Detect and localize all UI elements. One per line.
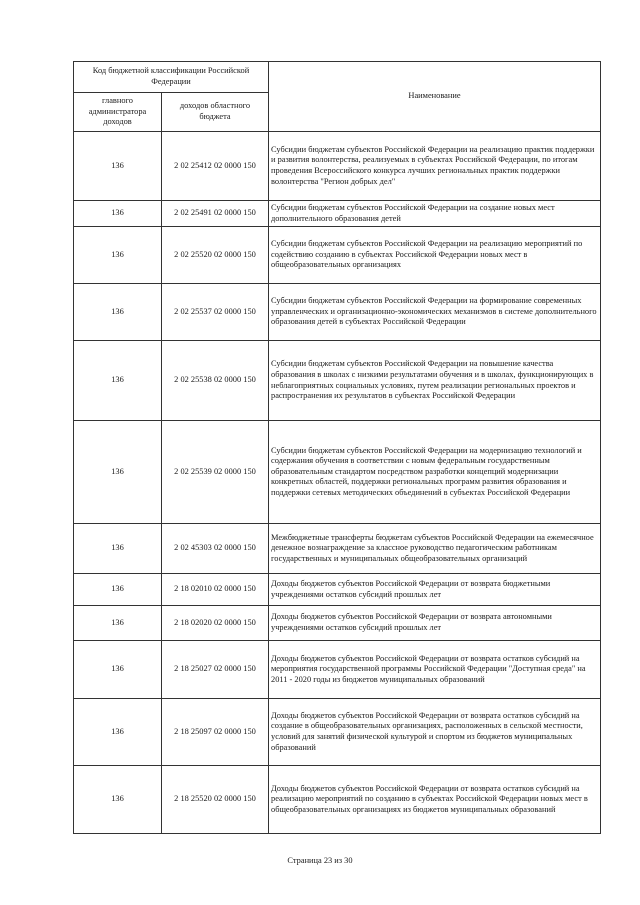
admin-code: 136 [74, 421, 162, 524]
table-row [74, 421, 601, 524]
income-name: Доходы бюджетов субъектов Российской Федерации от возврата остатков субсидий на мероприятия государственной программы Российской Федерации "Доступная среда" на 2011 - 2020 годы из бюджетов муниципальных образований [269, 641, 601, 699]
income-name: Межбюджетные трансферты бюджетам субъектов Российской Федерации на ежемесячное денежное вознаграждение за классное руководство педагогическим работникам государственных и муниципальных общеобразовательных организаций [269, 524, 601, 574]
header-income: доходов областного бюджета [162, 93, 269, 132]
table-row [74, 524, 601, 574]
admin-code: 136 [74, 227, 162, 284]
admin-code: 136 [74, 341, 162, 421]
income-code: 2 02 25539 02 0000 150 [162, 421, 269, 524]
admin-code: 136 [74, 641, 162, 699]
income-name: Доходы бюджетов субъектов Российской Федерации от возврата остатков субсидий на создание в общеобразовательных организациях, расположенных в сельской местности, условий для занятий физической культурой и спортом из бюджетов муниципальных образований [269, 699, 601, 766]
income-name: Субсидии бюджетам субъектов Российской Федерации на модернизацию технологий и содержания обучения в соответствии с новым федеральным государственным образовательным стандартом посредством разработки концепций модернизации конкретных областей, поддержки региональных программ развития образования и поддержки сетевых методических объединений в субъектах Российской Федерации [269, 421, 601, 524]
income-code: 2 18 25520 02 0000 150 [162, 766, 269, 834]
income-name: Субсидии бюджетам субъектов Российской Федерации на реализацию практик поддержки и развития волонтерства, реализуемых в субъектах Российской Федерации, по итогам проведения Всероссийского конкурса лучших региональных практик поддержки волонтерства "Регион добрых дел" [269, 132, 601, 201]
budget-classification-table [73, 61, 601, 834]
table-row [74, 699, 601, 766]
page-number: Страница 23 из 30 [287, 856, 353, 865]
admin-code: 136 [74, 524, 162, 574]
income-code: 2 18 02020 02 0000 150 [162, 606, 269, 641]
table-row [74, 132, 601, 201]
income-name: Субсидии бюджетам субъектов Российской Федерации на реализацию мероприятий по содействию созданию в субъектах Российской Федерации новых мест в общеобразовательных организациях [269, 227, 601, 284]
income-code: 2 02 25520 02 0000 150 [162, 227, 269, 284]
income-name: Доходы бюджетов субъектов Российской Федерации от возврата остатков субсидий на реализацию мероприятий по созданию в субъектах Российской Федерации новых мест в общеобразовательных организациях из бюджетов муниципальных образований [269, 766, 601, 834]
admin-code: 136 [74, 699, 162, 766]
income-code: 2 18 02010 02 0000 150 [162, 574, 269, 606]
header-classification-group: Код бюджетной классификации Российской Федерации [74, 62, 269, 93]
table-row [74, 284, 601, 341]
income-name: Субсидии бюджетам субъектов Российской Федерации на формирование современных управленческих и организационно-экономических механизмов в системе дополнительного образования детей в субъектах Российской Федерации [269, 284, 601, 341]
income-code: 2 18 25097 02 0000 150 [162, 699, 269, 766]
admin-code: 136 [74, 132, 162, 201]
header-name: Наименование [269, 62, 601, 132]
income-code: 2 18 25027 02 0000 150 [162, 641, 269, 699]
income-name: Субсидии бюджетам субъектов Российской Федерации на создание новых мест дополнительного образования детей [269, 201, 601, 227]
table-row [74, 341, 601, 421]
admin-code: 136 [74, 574, 162, 606]
table-row [74, 641, 601, 699]
table-row [74, 574, 601, 606]
income-name: Субсидии бюджетам субъектов Российской Федерации на повышение качества образования в школах с низкими результатами обучения и в школах, функционирующих в неблагоприятных социальных условиях, путем реализации региональных проектов и распространения их результатов в субъектах Российской Федерации [269, 341, 601, 421]
admin-code: 136 [74, 606, 162, 641]
income-code: 2 02 45303 02 0000 150 [162, 524, 269, 574]
admin-code: 136 [74, 201, 162, 227]
income-code: 2 02 25538 02 0000 150 [162, 341, 269, 421]
admin-code: 136 [74, 766, 162, 834]
income-code: 2 02 25412 02 0000 150 [162, 132, 269, 201]
table-row [74, 227, 601, 284]
table-row [74, 766, 601, 834]
table-row [74, 201, 601, 227]
income-code: 2 02 25537 02 0000 150 [162, 284, 269, 341]
admin-code: 136 [74, 284, 162, 341]
income-code: 2 02 25491 02 0000 150 [162, 201, 269, 227]
income-name: Доходы бюджетов субъектов Российской Федерации от возврата автономными учреждениями остатков субсидий прошлых лет [269, 606, 601, 641]
header-admin: главного администратора доходов [74, 93, 162, 132]
income-name: Доходы бюджетов субъектов Российской Федерации от возврата бюджетными учреждениями остатков субсидий прошлых лет [269, 574, 601, 606]
table-row [74, 606, 601, 641]
